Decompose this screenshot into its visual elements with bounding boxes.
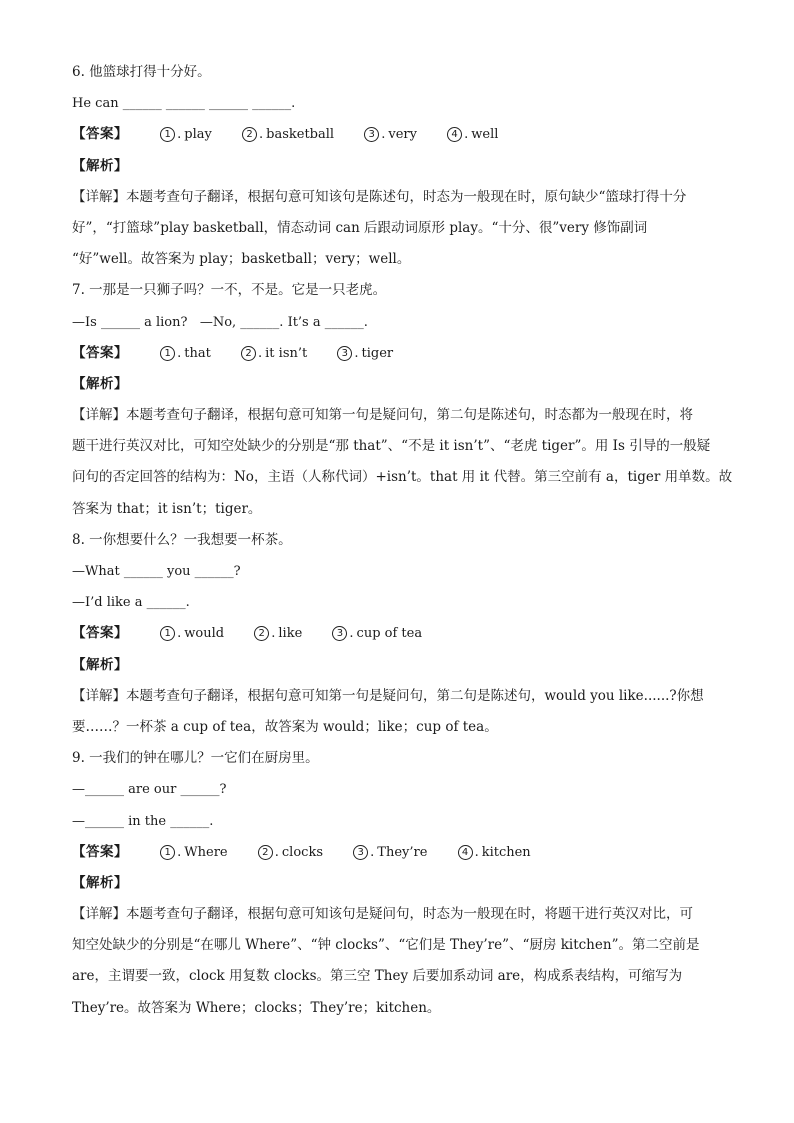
question-prompt: 7. 一那是一只狮子吗？一不，不是。它是一只老虎。 xyxy=(72,282,387,299)
answer-item: 4 . kitchen xyxy=(458,837,531,868)
detail-paragraph: 【详解】本题考查句子翻译，根据句意可知该句是陈述句，时态为一般现在时，原句缺少“篮球打得十分 好”，“打篮球”play basketball，情态动词 can 后跟动词原形 play。“十分、很”very 修饰副词 “好”well。故答案为 play；basketball；very；well。 xyxy=(72,188,687,268)
circled-number-icon: 1 xyxy=(160,346,175,361)
circled-number-icon: 1 xyxy=(160,845,175,860)
answer-row xyxy=(72,618,732,649)
analysis-tag: 【解析】 xyxy=(72,874,128,891)
circled-number-icon: 2 xyxy=(242,127,257,142)
answer-item: 1 . Where xyxy=(160,837,227,868)
answer-item: 3 . They’re xyxy=(353,837,427,868)
question-blank-line: He can ______ ______ ______ ______. xyxy=(72,96,296,112)
question-7 xyxy=(72,275,732,525)
analysis-tag: 【解析】 xyxy=(72,375,128,392)
answer-list xyxy=(160,837,557,868)
circled-number-icon: 4 xyxy=(458,845,473,860)
question-prompt: 8. 一你想要什么？一我想要一杯茶。 xyxy=(72,531,292,548)
circled-number-icon: 2 xyxy=(241,346,256,361)
circled-number-icon: 3 xyxy=(332,626,347,641)
circled-number-icon: 2 xyxy=(254,626,269,641)
question-blank-line: —______ are our ______? xyxy=(72,782,227,798)
answer-item: 2 . like xyxy=(254,618,302,649)
circled-number-icon: 4 xyxy=(447,127,462,142)
answer-item: 4 . well xyxy=(447,119,498,150)
question-prompt: 9. 一我们的钟在哪儿？一它们在厨房里。 xyxy=(72,750,319,767)
answer-list xyxy=(160,119,524,150)
answer-item: 2 . it isn’t xyxy=(241,338,307,369)
question-9 xyxy=(72,743,732,1024)
answer-tag: 【答案】 xyxy=(72,126,128,143)
circled-number-icon: 1 xyxy=(160,626,175,641)
circled-number-icon: 3 xyxy=(364,127,379,142)
detail-paragraph: 【详解】本题考查句子翻译，根据句意可知该句是疑问句，时态为一般现在时，将题干进行英汉对比，可 知空处缺少的分别是“在哪儿 Where”、“钟 clocks”、“它们是 They’re”、“厨房 kitchen”。第二空前是 are，主谓要一致，clock 用复数 clocks。第三空 They 后要加系动词 are，构成系表结构，可缩写为 They’re。故答案为 Where；clocks；They’re；kitchen。 xyxy=(72,906,700,1016)
circled-number-icon: 1 xyxy=(160,127,175,142)
answer-row xyxy=(72,119,732,150)
detail-paragraph: 【详解】本题考查句子翻译，根据句意可知第一句是疑问句，第二句是陈述句，would you like......?你想 要……？一杯茶 a cup of tea，故答案为 would；like；cup of tea。 xyxy=(72,687,704,735)
circled-number-icon: 3 xyxy=(337,346,352,361)
circled-number-icon: 2 xyxy=(258,845,273,860)
question-blank-line: —______ in the ______. xyxy=(72,813,214,829)
answer-list xyxy=(160,338,419,369)
answer-item: 1 . that xyxy=(160,338,211,369)
answer-tag: 【答案】 xyxy=(72,625,128,642)
answer-item: 3 . very xyxy=(364,119,417,150)
answer-item: 2 . basketball xyxy=(242,119,334,150)
answer-list xyxy=(160,618,448,649)
question-blank-line: —What ______ you ______? xyxy=(72,564,241,579)
circled-number-icon: 3 xyxy=(353,845,368,860)
detail-paragraph: 【详解】本题考查句子翻译，根据句意可知第一句是疑问句，第二句是陈述句，时态都为一般现在时，将 题干进行英汉对比，可知空处缺少的分别是“那 that”、“不是 it isn’t”、“老虎 tiger”。用 Is 引导的一般疑 问句的否定回答的结构为：No，主语（人称代词）+isn’t。that 用 it 代替。第三空前有 a，tiger 用单数。故 答案为 that；it isn’t；tiger。 xyxy=(72,407,733,517)
answer-item: 1 . would xyxy=(160,618,224,649)
answer-item: 3 . tiger xyxy=(337,338,393,369)
answer-row xyxy=(72,338,732,369)
answer-item: 3 . cup of tea xyxy=(332,618,422,649)
question-blank-line: —Is ______ a lion? —No, ______. It’s a ______. xyxy=(72,314,368,330)
analysis-tag: 【解析】 xyxy=(72,656,128,673)
answer-tag: 【答案】 xyxy=(72,843,128,860)
analysis-tag: 【解析】 xyxy=(72,157,128,174)
answer-row xyxy=(72,837,732,868)
question-8 xyxy=(72,525,732,743)
answer-item: 1 . play xyxy=(160,119,212,150)
answer-item: 2 . clocks xyxy=(258,837,323,868)
question-6 xyxy=(72,57,732,275)
document-page xyxy=(72,57,732,1024)
answer-tag: 【答案】 xyxy=(72,344,128,361)
question-blank-line: —I’d like a ______. xyxy=(72,595,190,611)
question-prompt: 6. 他篮球打得十分好。 xyxy=(72,64,211,80)
